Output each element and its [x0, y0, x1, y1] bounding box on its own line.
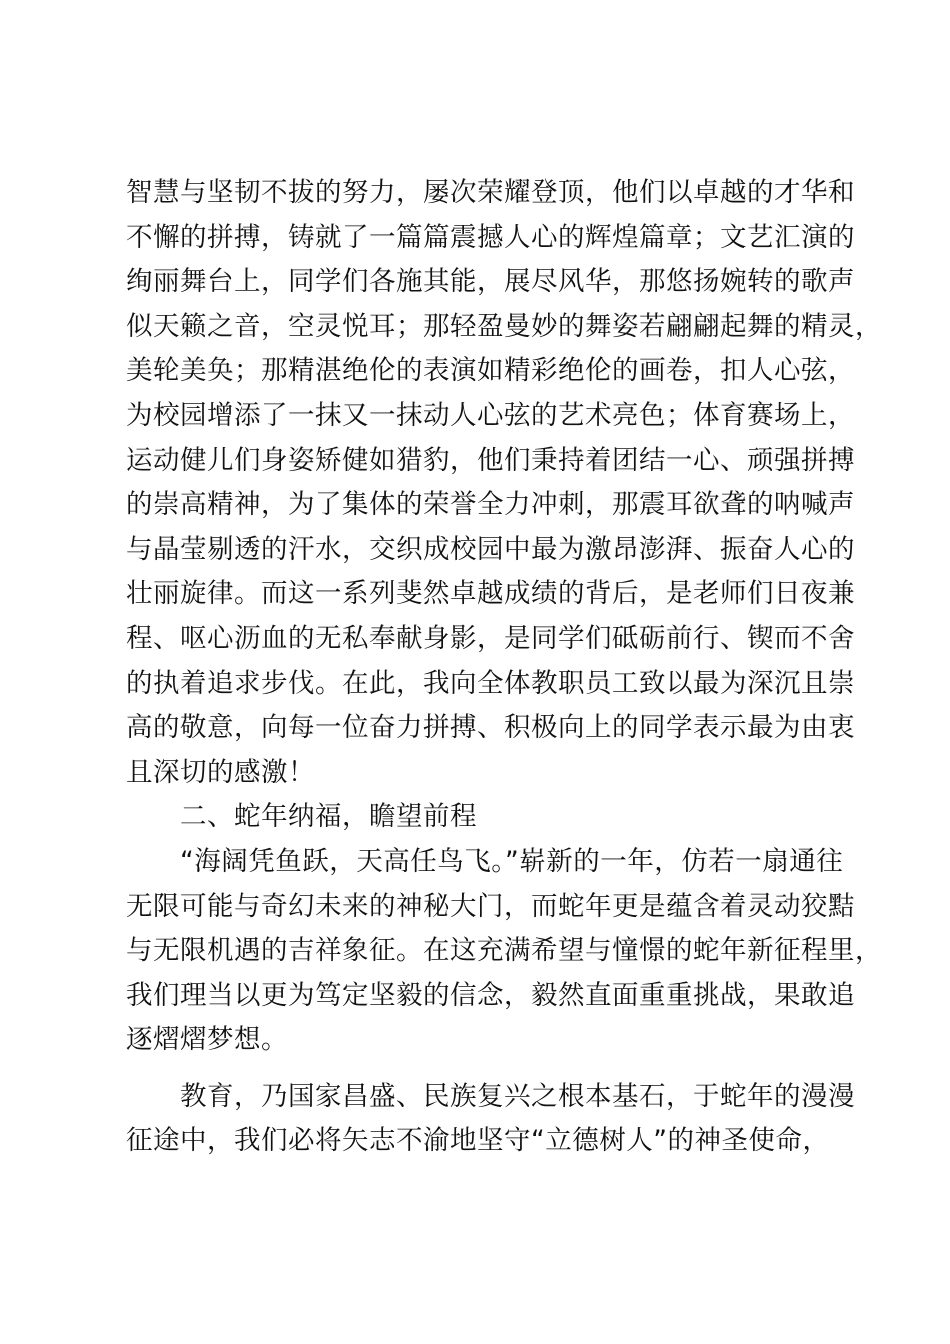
paragraph-achievements	[126, 171, 882, 795]
paragraph-education	[126, 1075, 855, 1164]
text-line: 似天籁之音，空灵悦耳；那轻盈曼妙的舞姿若翩翩起舞的精灵，	[126, 310, 882, 342]
text-line: 的执着追求步伐。在此，我向全体教职员工致以最为深沉且崇	[126, 667, 855, 699]
text-line: 教育，乃国家昌盛、民族复兴之根本基石，于蛇年的漫漫	[180, 1080, 855, 1112]
paragraph-snake-year	[126, 840, 882, 1063]
text-line: 征途中，我们必将矢志不渝地坚守“立德树人”的神圣使命，	[126, 1125, 830, 1157]
text-line: 不懈的拼搏，铸就了一篇篇震撼人心的辉煌篇章；文艺汇演的	[126, 221, 855, 253]
text-line: 且深切的感激！	[126, 756, 315, 788]
text-line: 壮丽旋律。而这一系列斐然卓越成绩的背后，是老师们日夜兼	[126, 578, 855, 610]
text-line: 智慧与坚韧不拔的努力，屡次荣耀登顶，他们以卓越的才华和	[126, 177, 855, 208]
text-line: “海阔凭鱼跃，天高任鸟飞。”崭新的一年，仿若一扇通往	[180, 845, 844, 877]
section-heading: 二、蛇年纳福，瞻望前程	[180, 801, 477, 833]
text-line: 为校园增添了一抹又一抹动人心弦的艺术亮色；体育赛场上，	[126, 399, 855, 431]
text-line: 与晶莹剔透的汗水，交织成校园中最为激昂澎湃、振奋人心的	[126, 533, 855, 565]
text-line: 运动健儿们身姿矫健如猎豹，他们秉持着团结一心、顽强拼搏	[126, 444, 855, 476]
text-line: 的崇高精神，为了集体的荣誉全力冲刺，那震耳欲聋的呐喊声	[126, 489, 855, 521]
text-line: 程、呕心沥血的无私奉献身影，是同学们砥砺前行、锲而不舍	[126, 622, 855, 654]
text-line: 我们理当以更为笃定坚毅的信念，毅然直面重重挑战，果敢追	[126, 979, 855, 1011]
text-line: 无限可能与奇幻未来的神秘大门，而蛇年更是蕴含着灵动狡黠	[126, 890, 855, 922]
body-text	[126, 171, 882, 1164]
text-line: 与无限机遇的吉祥象征。在这充满希望与憧憬的蛇年新征程里，	[126, 935, 882, 967]
text-line: 逐熠熠梦想。	[126, 1024, 288, 1056]
text-line: 绚丽舞台上，同学们各施其能，展尽风华，那悠扬婉转的歌声	[126, 266, 855, 298]
text-line: 高的敬意，向每一位奋力拼搏、积极向上的同学表示最为由衷	[126, 712, 855, 744]
text-line: 美轮美奂；那精湛绝伦的表演如精彩绝伦的画卷，扣人心弦，	[126, 355, 855, 387]
